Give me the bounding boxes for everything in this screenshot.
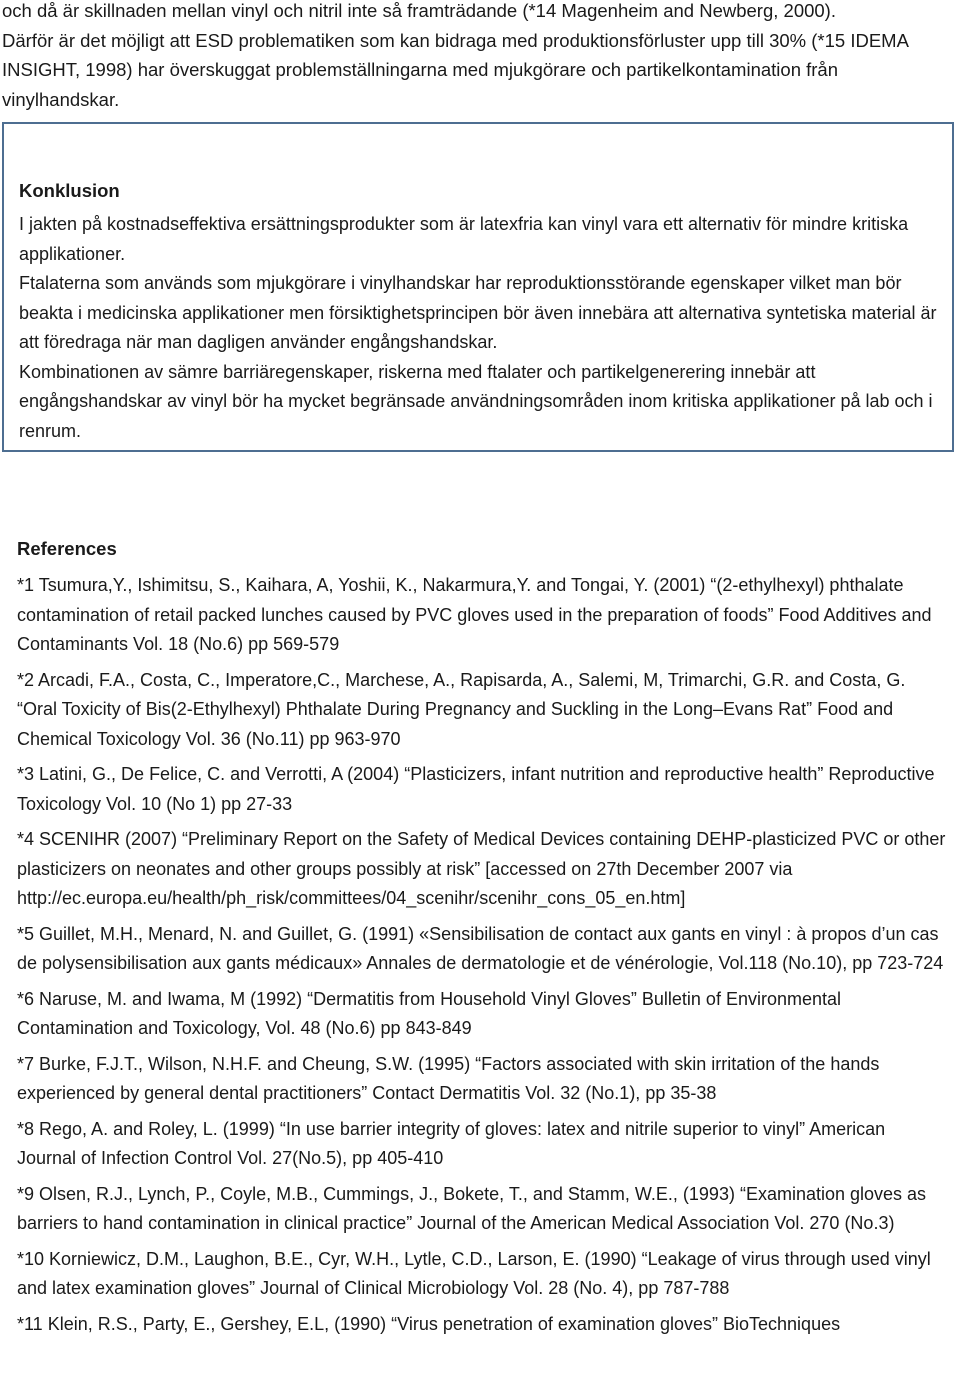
reference-item: *11 Klein, R.S., Party, E., Gershey, E.L, (1990) “Virus penetration of examination gloves” BioTechniques: [17, 1313, 841, 1334]
reference-item: *5 Guillet, M.H., Menard, N. and Guillet, G. (1991) «Sensibilisation de contact aux gants en vinyl : à propos d’un cas de polysensibilisation aux gants médicaux» Annales de dermatologie et de vénérologie, Vol.118 (No.10), pp 723-724: [17, 923, 944, 973]
conclusion-paragraph-2: Ftalaterna som används som mjukgörare i vinylhandskar har reproduktionsstörande egenskaper vilket man bör beakta i medicinska applikationer men försiktighetsprincipen bör även innebära att alternativa syntetiska material är att föredraga när man dagligen använder engångshandskar.: [19, 273, 937, 352]
reference-item: *6 Naruse, M. and Iwama, M (1992) “Dermatitis from Household Vinyl Gloves” Bulletin of Environmental Contamination and Toxicology, Vol. 48 (No.6) pp 843-849: [17, 988, 842, 1038]
reference-item: *2 Arcadi, F.A., Costa, C., Imperatore,C., Marchese, A., Rapisarda, A., Salemi, M, Trimarchi, G.R. and Costa, G. “Oral Toxicity of Bis(2-Ethylhexyl) Phthalate During Pregnancy and Suckling in the Long–Evans Rat” Food and Chemical Toxicology Vol. 36 (No.11) pp 963-970: [17, 669, 906, 749]
conclusion-paragraph-3: Kombinationen av sämre barriäregenskaper, riskerna med ftalater och partikelgenerering innebär att engångshandskar av vinyl bör ha mycket begränsade användningsområden inom kritiska applikationer på lab och i renrum.: [19, 361, 933, 441]
references-heading: References: [17, 538, 117, 559]
reference-item: *9 Olsen, R.J., Lynch, P., Coyle, M.B., Cummings, J., Bokete, T., and Stamm, W.E., (1993) “Examination gloves as barriers to hand contamination in clinical practice” Journal of the American Medical Association Vol. 270 (No.3): [17, 1183, 927, 1233]
reference-item: *8 Rego, A. and Roley, L. (1999) “In use barrier integrity of gloves: latex and nitrile superior to vinyl” American Journal of Infection Control Vol. 27(No.5), pp 405-410: [17, 1118, 886, 1168]
reference-item: *1 Tsumura,Y., Ishimitsu, S., Kaihara, A, Yoshii, K., Nakarmura,Y. and Tongai, Y. (2001) “(2-ethylhexyl) phthalate contamination of retail packed lunches caused by PVC gloves used in the preparation of foods” Food Additives and Contaminants Vol. 18 (No.6) pp 569-579: [17, 575, 932, 654]
reference-item: *4 SCENIHR (2007) “Preliminary Report on the Safety of Medical Devices containing DEHP-plasticized PVC or other plasticizers on neonates and other groups possibly at risk” [accessed on 27th December 2007 via http://ec.europa.eu/health/ph_risk/committees/04_scenihr/scenihr_cons_05_en.htm]: [17, 829, 946, 908]
references-list: [17, 571, 947, 1339]
conclusion-body: [19, 210, 944, 446]
intro-paragraph-2: Därför är det möjligt att ESD problematiken som kan bidraga med produktionsförluster upp till 30% (*15 IDEMA INSIGHT, 1998) har överskuggat problemställningarna med mjukgörare och partikelkontamination från vinylhandskar.: [2, 29, 908, 110]
reference-item: *10 Korniewicz, D.M., Laughon, B.E., Cyr, W.H., Lytle, C.D., Larson, E. (1990) “Leakage of virus through used vinyl and latex examination gloves” Journal of Clinical Microbiology Vol. 28 (No. 4), pp 787-788: [17, 1248, 931, 1298]
reference-item: *3 Latini, G., De Felice, C. and Verrotti, A (2004) “Plasticizers, infant nutrition and reproductive health” Reproductive Toxicology Vol. 10 (No 1) pp 27-33: [17, 764, 935, 814]
reference-item: *7 Burke, F.J.T., Wilson, N.H.F. and Cheung, S.W. (1995) “Factors associated with skin irritation of the hands experienced by general dental practitioners” Contact Dermatitis Vol. 32 (No.1), pp 35-38: [17, 1053, 880, 1103]
conclusion-title: Konklusion: [19, 180, 120, 201]
conclusion-box: [2, 122, 954, 452]
conclusion-paragraph-1: I jakten på kostnadseffektiva ersättningsprodukter som är latexfria kan vinyl vara ett alternativ för mindre kritiska applikationer.: [19, 214, 909, 264]
intro-paragraph-1: och då är skillnaden mellan vinyl och nitril inte så framträdande (*14 Magenheim and Newberg, 2000).: [2, 0, 836, 21]
intro-text: [2, 0, 952, 114]
references-section: [17, 535, 947, 1345]
